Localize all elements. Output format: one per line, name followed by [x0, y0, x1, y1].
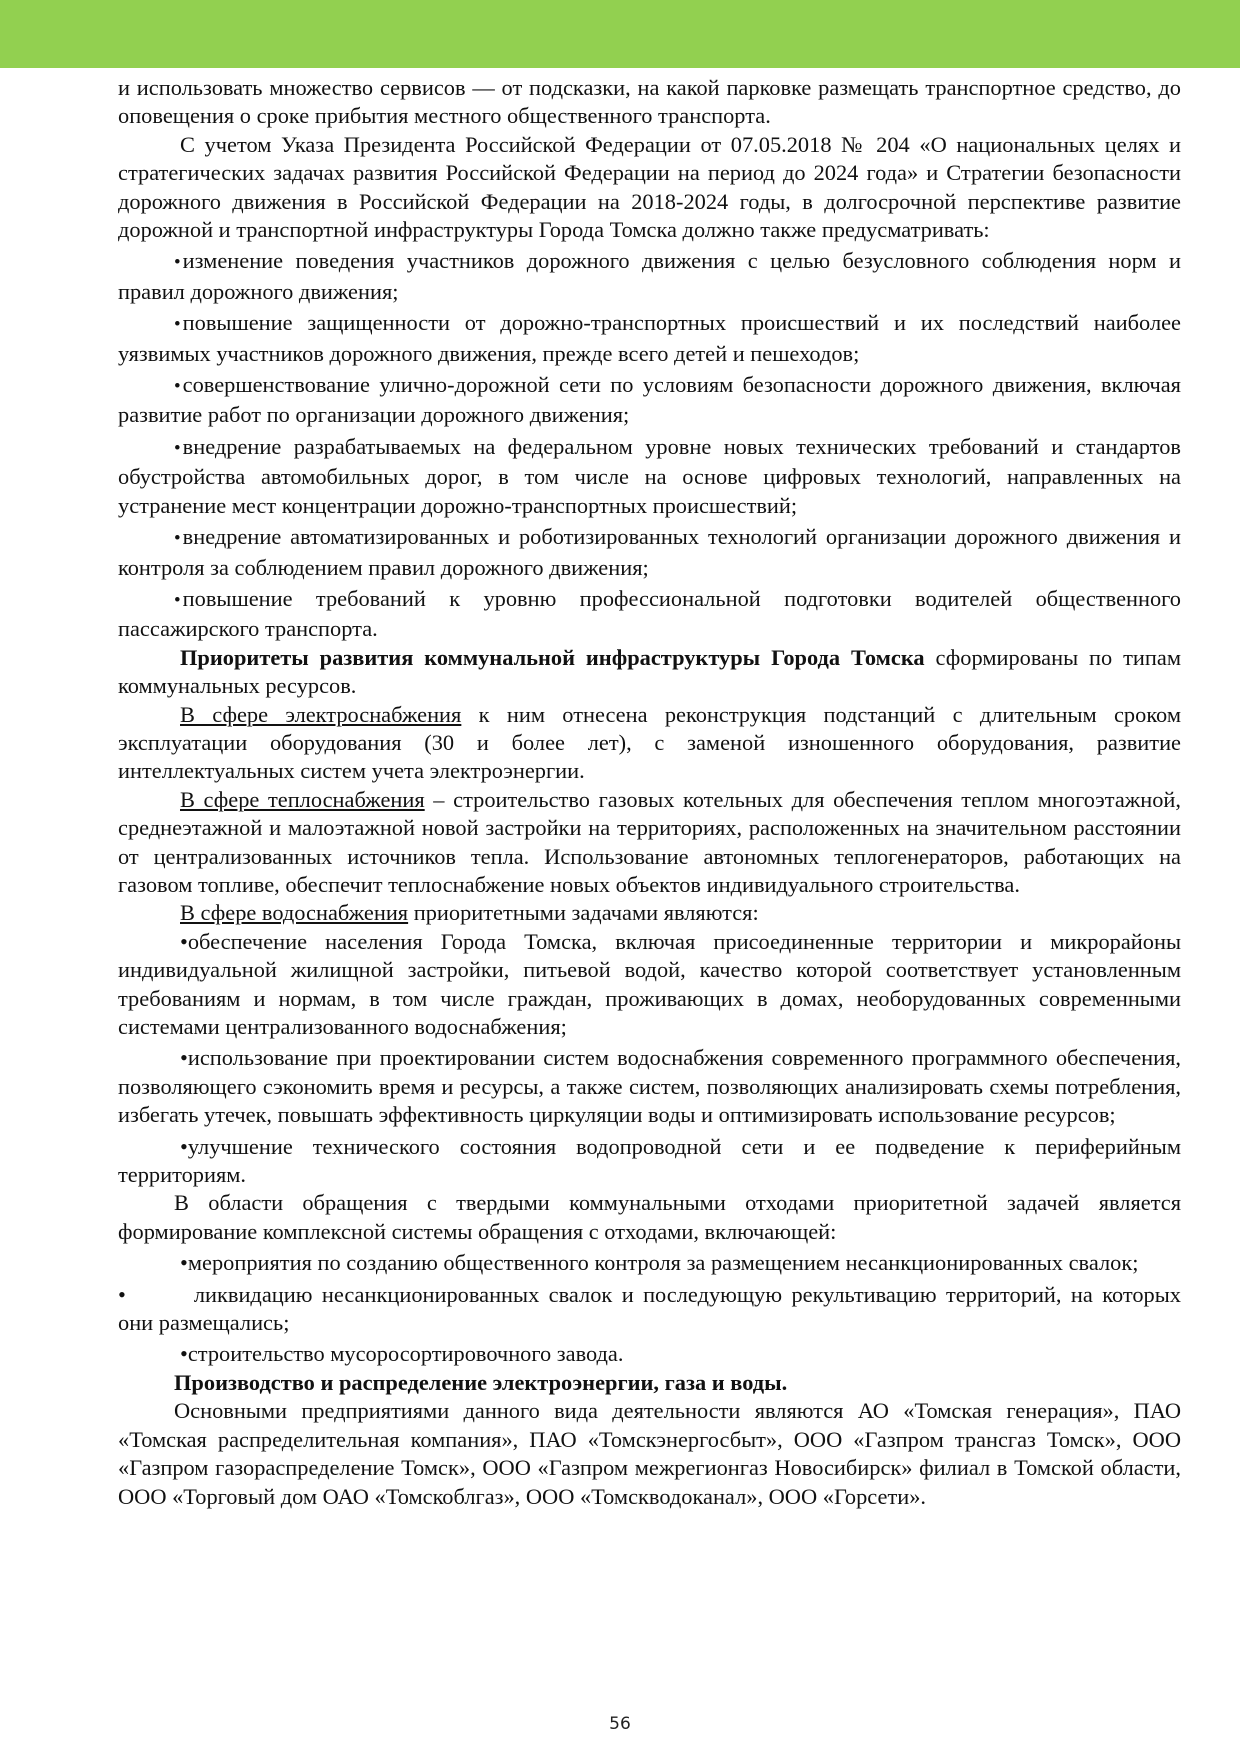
paragraph-electro: В сфере электроснабжения к ним отнесена реконструкция подстанций с длительным сроком эксплуатации оборудования (30 и более лет), с заменой изношенного оборудования, развитие интеллектуальных систем учета электроэнергии. — [118, 701, 1181, 784]
bullet-icon: • — [174, 589, 181, 611]
water-bullet-2: •использование при проектировании систем водоснабжения современного программного обеспечения, позволяющего сэкономить время и ресурсы, а также систем, позволяющих анализировать схемы потребления, избегать утечек, повышать эффективность циркуляции воды и оптимизировать использование ресурсов; — [118, 1045, 1181, 1128]
road-bullet-3: •совершенствование улично-дорожной сети по условиям безопасности дорожного движения, включая развитие работ по организации дорожного движения; — [118, 372, 1181, 428]
paragraph-decree: С учетом Указа Президента Российской Федерации от 07.05.2018 № 204 «О национальных целях и стратегических задачах развития Российской Федерации на период до 2024 года» и Стратегии безопасности дорожного движения в Российской Федерации на 2018-2024 годы, в долгосрочной перспективе развитие дорожной и транспортной инфраструктуры Города Томска должно также предусматривать: — [118, 131, 1181, 243]
road-bullet-5: •внедрение автоматизированных и роботизированных технологий организации дорожного движения и контроля за соблюдением правил дорожного движения; — [118, 524, 1181, 580]
bullet-icon: • — [174, 376, 181, 398]
water-bullet-3: •улучшение технического состояния водопроводной сети и ее подведение к периферийным территориям. — [118, 1133, 1181, 1188]
road-bullet-1: •изменение поведения участников дорожного движения с целью безусловного соблюдения норм и правил дорожного движения; — [118, 248, 1181, 304]
paragraph-heat: В сфере теплоснабжения – строительство газовых котельных для обеспечения теплом многоэтажной, среднеэтажной и малоэтажной новой застройки на территориях, расположенных на значительном расстоянии от централизованных источников тепла. Использование автономных теплогенераторов, работающих на газовом топливе, обеспечит теплоснабжение новых объектов индивидуального строительства. — [118, 786, 1181, 897]
waste-bullet-1: •мероприятия по созданию общественного контроля за размещением несанкционированных свалок; — [180, 1250, 1139, 1276]
bullet-icon: • — [180, 1045, 188, 1071]
document-body — [118, 74, 1181, 1511]
paragraph-waste-intro: В области обращения с твердыми коммунальными отходами приоритетной задачей является формирование комплексной системы обращения с отходами, включающей: — [118, 1190, 1181, 1244]
production-heading: Производство и распределение электроэнергии, газа и воды. — [174, 1369, 788, 1395]
paragraph-priorities: Приоритеты развития коммунальной инфраструктуры Города Томска сформированы по типам коммунальных ресурсов. — [118, 644, 1181, 699]
road-bullet-6: •повышение требований к уровню профессиональной подготовки водителей общественного пассажирского транспорта. — [118, 585, 1181, 642]
water-bullet-1: •обеспечение населения Города Томска, включая присоединенные территории и микрорайоны индивидуальной жилищной застройки, питьевой водой, качество которой соответствует установленным требованиям и нормам, в том числе граждан, проживающих в домах, необорудованных современными системами централизованного водоснабжения; — [118, 928, 1181, 1039]
paragraph-services: и использовать множество сервисов — от подсказки, на какой парковке размещать транспортное средство, до оповещения о сроке прибытия местного общественного транспорта. — [118, 75, 1181, 129]
bullet-icon: • — [180, 1133, 188, 1159]
waste-bullet-2: • ликвидацию несанкционированных свалок и последующую рекультивацию территорий, на которых они размещались; — [118, 1281, 1181, 1336]
paragraph-water: В сфере водоснабжения приоритетными задачами являются: — [180, 900, 759, 926]
bullet-icon: • — [180, 928, 188, 954]
header-band — [0, 0, 1240, 68]
page-number: 56 — [609, 1714, 631, 1734]
bullet-icon: • — [180, 1250, 188, 1276]
waste-bullet-3: •строительство мусоросортировочного завода. — [180, 1341, 624, 1367]
paragraph-production: Основными предприятиями данного вида деятельности являются АО «Томская генерация», ПАО «Томская распределительная компания», ПАО «Томскэнергосбыт», ООО «Газпром трансгаз Томск», ООО «Газпром газораспределение Томск», ООО «Газпром межрегионгаз Новосибирск» филиал в Томской области, ООО «Торговый дом ОАО «Томскоблгаз», ООО «Томскводоканал», ООО «Горсети». — [118, 1398, 1181, 1509]
priorities-heading: Приоритеты развития коммунальной инфраструктуры Города Томска — [180, 644, 925, 670]
bullet-icon: • — [174, 528, 181, 550]
bullet-icon: • — [118, 1281, 126, 1307]
road-bullet-4: •внедрение разрабатываемых на федеральном уровне новых технических требований и стандартов обустройства автомобильных дорог, в том числе на основе цифровых технологий, направленных на устранение мест концентрации дорожно-транспортных происшествий; — [118, 433, 1181, 518]
road-bullet-2: •повышение защищенности от дорожно-транспортных происшествий и их последствий наиболее уязвимых участников дорожного движения, прежде всего детей и пешеходов; — [118, 310, 1181, 366]
water-label: В сфере водоснабжения — [180, 900, 409, 926]
bullet-icon: • — [174, 437, 181, 459]
bullet-icon: • — [174, 314, 181, 336]
bullet-icon: • — [180, 1341, 188, 1367]
bullet-icon: • — [174, 252, 181, 274]
heat-label: В сфере теплоснабжения — [180, 786, 425, 812]
electro-label: В сфере электроснабжения — [180, 701, 462, 727]
